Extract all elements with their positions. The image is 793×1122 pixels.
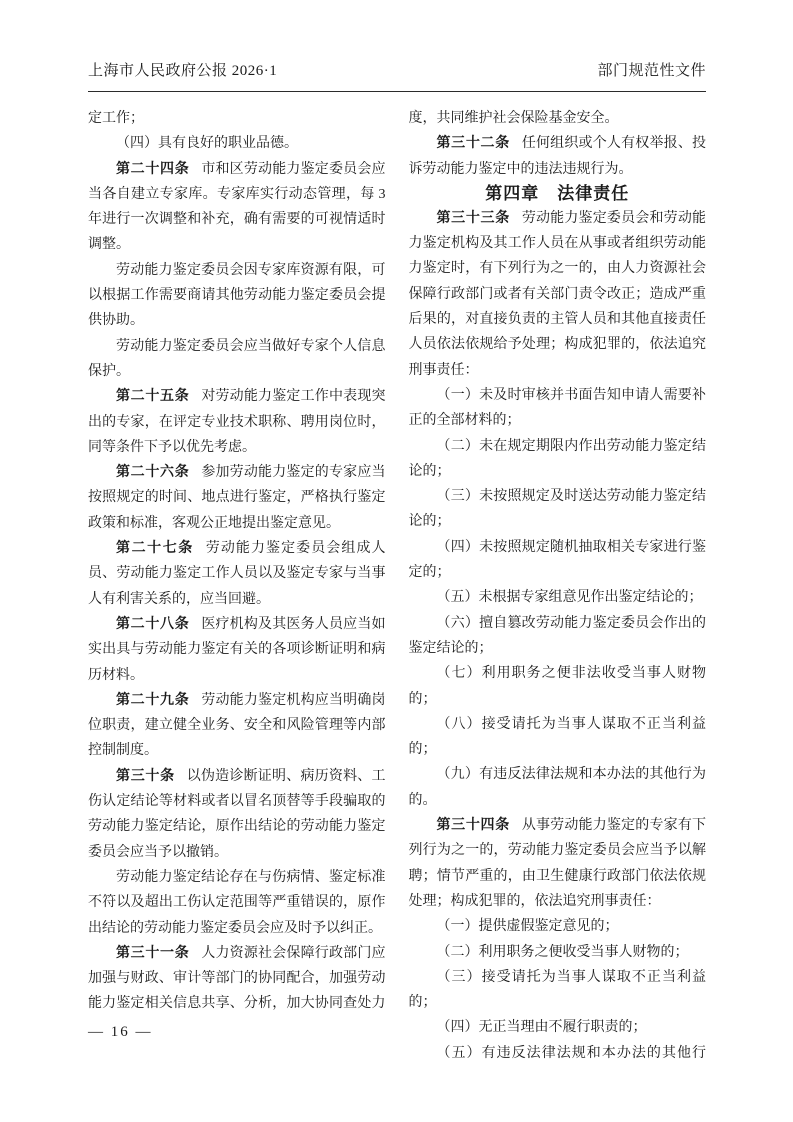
- paragraph: （七）利用职务之便非法收受当事人财物的；: [408, 666, 706, 707]
- paragraph: 第二十四条 市和区劳动能力鉴定委员会应当各自建立专家库。专家库实行动态管理，每 3 年进行一次调整和补充，确有需要的可视情适时调整。: [88, 161, 386, 253]
- paragraph: （二）未在规定期限内作出劳动能力鉴定结论的；: [408, 438, 706, 479]
- paragraph: 劳动能力鉴定委员会因专家库资源有限，可以根据工作需要商请其他劳动能力鉴定委员会提供协助。: [88, 262, 386, 329]
- article-number: 第二十八条: [116, 616, 190, 632]
- paragraph-continuation: 度，共同维护社会保险基金安全。: [408, 111, 619, 126]
- article-number: 第三十二条: [436, 136, 510, 152]
- paragraph: 劳动能力鉴定结论存在与伤病情、鉴定标准不符以及超出工伤认定范围等严重错误的，原作出结论的劳动能力鉴定委员会应及时予以纠正。: [88, 869, 386, 936]
- paragraph: （一）提供虚假鉴定意见的；: [436, 919, 619, 935]
- column-left: [88, 106, 386, 1066]
- paragraph: （一）未及时审核并书面告知申请人需要补正的全部材料的；: [408, 387, 706, 429]
- paragraph: （四）未按照规定随机抽取相关专家进行鉴定的；: [408, 539, 706, 581]
- column-right: [409, 106, 707, 1066]
- text-columns: [88, 106, 706, 1066]
- paragraph: 第二十七条 劳动能力鉴定委员会组成人员、劳动能力鉴定工作人员以及鉴定专家与当事人有利害关系的，应当回避。: [88, 541, 386, 607]
- paragraph: （四）具有良好的职业品德。: [116, 136, 298, 152]
- article-number: 第二十七条: [116, 541, 194, 557]
- paragraph-continuation: 定工作；: [88, 111, 144, 126]
- paragraph: 第三十四条 从事劳动能力鉴定的专家有下列行为之一的，劳动能力鉴定委员会应当予以解聘；情节严重的，由卫生健康行政部门依法依规处理；构成犯罪的，依法追究刑事责任：: [408, 818, 707, 909]
- header-section-label: 部门规范性文件: [597, 63, 706, 79]
- paragraph: 第二十五条 对劳动能力鉴定工作中表现突出的专家，在评定专业技术职称、聘用岗位时，同等条件下予以优先考虑。: [88, 389, 386, 455]
- paragraph: （九）有违反法律法规和本办法的其他行为的。: [408, 767, 706, 808]
- paragraph: （二）利用职务之便收受当事人财物的；: [436, 944, 689, 960]
- article-number: 第二十四条: [116, 161, 190, 177]
- header-gazette-title: 上海市人民政府公报 2026·1: [88, 63, 278, 79]
- paragraph: （六）擅自篡改劳动能力鉴定委员会作出的鉴定结论的；: [408, 615, 706, 656]
- paragraph: 第二十八条 医疗机构及其医务人员应当如实出具与劳动能力鉴定有关的各项诊断证明和病历材料。: [88, 616, 386, 683]
- article-number: 第三十四条: [436, 818, 510, 834]
- page-content: [88, 0, 706, 1122]
- paragraph: （四）无正当理由不履行职责的；: [436, 1020, 647, 1036]
- paragraph: （五）未根据专家组意见作出鉴定结论的；: [436, 590, 703, 606]
- article-number: 第二十五条: [116, 389, 190, 405]
- page-number: — 16 —: [88, 1024, 153, 1040]
- article-number: 第二十六条: [116, 465, 190, 481]
- article-number: 第三十一条: [116, 945, 190, 961]
- paragraph: 第三十一条 人力资源社会保障行政部门应加强与财政、审计等部门的协同配合，加强劳动能力鉴定相关信息共享、分析，加大协同查处力: [88, 945, 386, 1012]
- chapter-heading: 第四章 法律责任: [485, 183, 630, 203]
- paragraph: （五）有违反法律法规和本办法的其他行: [436, 1045, 706, 1061]
- article-number: 第三十条: [116, 768, 175, 784]
- running-header: [88, 0, 706, 92]
- paragraph: 劳动能力鉴定委员会应当做好专家个人信息保护。: [88, 338, 386, 379]
- paragraph: 第三十条 以伪造诊断证明、病历资料、工伤认定结论等材料或者以冒名顶替等手段骗取的劳动能力鉴定结论，原作出结论的劳动能力鉴定委员会应当予以撤销。: [88, 768, 386, 860]
- paragraph: 第三十三条 劳动能力鉴定委员会和劳动能力鉴定机构及其工作人员在从事或者组织劳动能力鉴定时，有下列行为之一的，由人力资源社会保障行政部门或者有关部门责令改正；造成严重后果的，对直接负责的主管人员和其他直接责任人员依法依规给予处理；构成犯罪的，依法追究刑事责任：: [408, 210, 707, 378]
- article-number: 第二十九条: [116, 692, 190, 708]
- paragraph: （三）未按照规定及时送达劳动能力鉴定结论的；: [408, 489, 706, 530]
- paragraph: （八）接受请托为当事人谋取不正当利益的；: [408, 716, 706, 758]
- paragraph: （三）接受请托为当事人谋取不正当利益的；: [408, 969, 706, 1011]
- paragraph: 第三十二条 任何组织或个人有权举报、投诉劳动能力鉴定中的违法违规行为。: [408, 136, 707, 177]
- paragraph: 第二十九条 劳动能力鉴定机构应当明确岗位职责，建立健全业务、安全和风险管理等内部控制制度。: [88, 692, 386, 759]
- paragraph: 第二十六条 参加劳动能力鉴定的专家应当按照规定的时间、地点进行鉴定，严格执行鉴定政策和标准，客观公正地提出鉴定意见。: [88, 465, 386, 531]
- article-number: 第三十三条: [436, 210, 510, 226]
